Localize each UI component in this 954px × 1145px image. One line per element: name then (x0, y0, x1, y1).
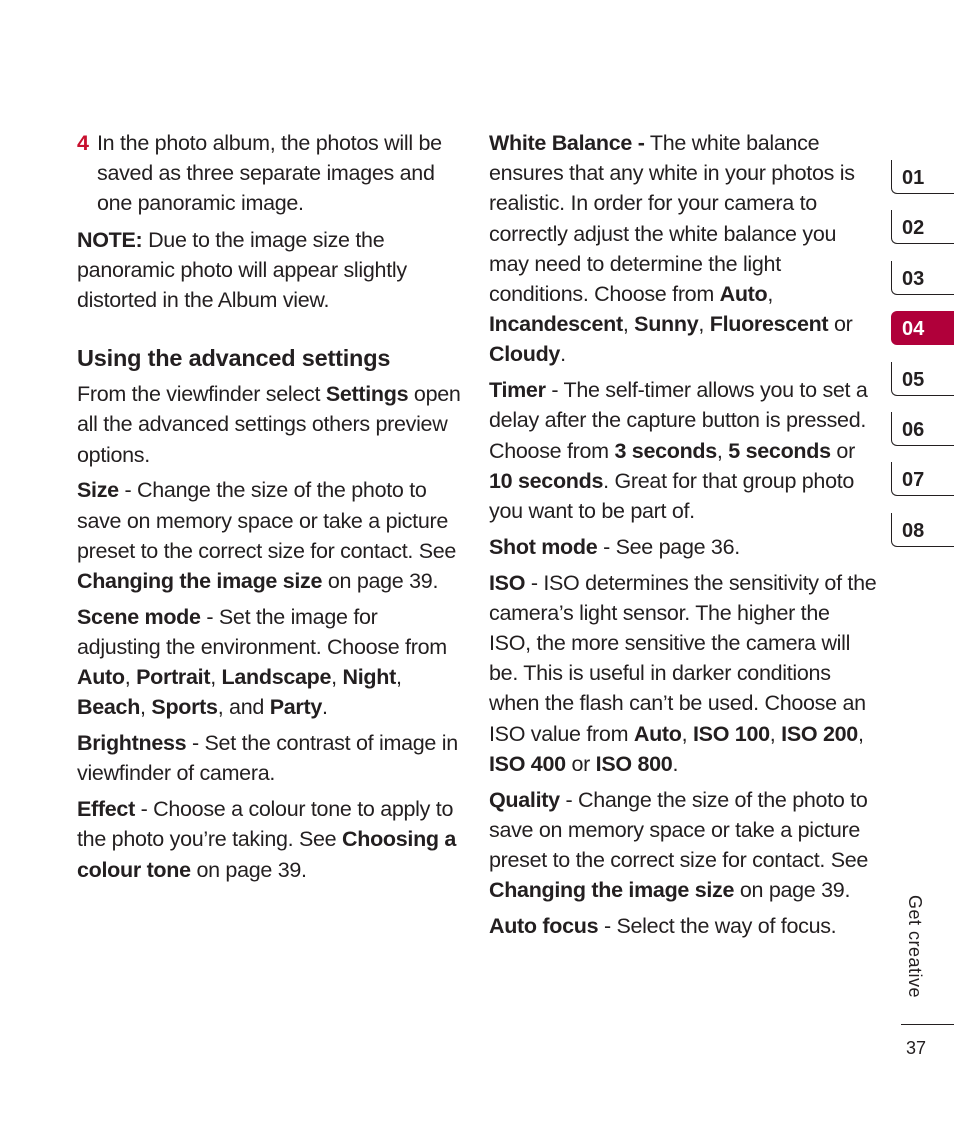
scene-option: Landscape (221, 665, 332, 690)
settings-term: Settings (325, 382, 409, 407)
wb-option: Sunny (634, 312, 699, 337)
section-heading: Using the advanced settings (77, 345, 391, 372)
scene-mode-paragraph (77, 602, 463, 723)
separator: , (698, 312, 710, 337)
chapter-tab-05[interactable] (891, 362, 954, 412)
quality-reference: Changing the image size (489, 878, 735, 903)
timer-option: 10 seconds (489, 468, 604, 493)
iso-text: - ISO determines the sensitivity of the camera’s light sensor. The higher the ISO, the more sensitive the camera will be. This is useful in darker conditions when the flash can’t be used. Choose an ISO value from (489, 570, 877, 746)
quality-text: - Change the size of the photo to save on memory space or take a picture preset to the correct size for contact. See (489, 787, 869, 873)
chapter-tab-04[interactable] (891, 311, 954, 361)
chapter-tab-label: 03 (902, 267, 925, 290)
brightness-term: Brightness (77, 731, 187, 756)
white-balance-paragraph (489, 128, 877, 370)
separator: . (560, 342, 566, 367)
size-reference: Changing the image size (77, 569, 323, 594)
chapter-tabs (891, 160, 954, 563)
scene-option: Auto (77, 665, 125, 690)
chapter-tab-label: 06 (902, 418, 925, 441)
scene-option: Night (342, 665, 396, 690)
chapter-tab-06[interactable] (891, 412, 954, 462)
right-column (489, 128, 877, 947)
step-number: 4 (77, 131, 89, 155)
separator: . (672, 751, 679, 776)
separator: , (395, 665, 402, 690)
section-side-label: Get creative (905, 895, 925, 999)
auto-focus-term: Auto focus (489, 914, 599, 939)
iso-option: ISO 200 (781, 721, 858, 746)
scene-option: Party (269, 695, 322, 720)
size-page-ref: on page 39. (322, 569, 439, 594)
brightness-paragraph (77, 728, 463, 788)
iso-option: ISO 800 (595, 751, 673, 776)
timer-text: - The self-timer allows you to set a delay after the capture button is pressed. Choose from (489, 378, 868, 463)
separator: , (716, 438, 729, 463)
separator: , and (217, 695, 270, 720)
intro-text-end: open all the advanced settings others preview options. (77, 382, 461, 467)
shot-mode-paragraph (489, 532, 877, 562)
effect-paragraph (77, 794, 463, 885)
left-column (77, 128, 463, 890)
quality-paragraph (489, 785, 877, 906)
brightness-text: - Set the contrast of image in viewfinder of camera. (77, 731, 458, 786)
size-text: - Change the size of the photo to save on memory space or take a picture preset to the correct size for contact. See (77, 478, 457, 563)
separator: or (830, 438, 855, 463)
white-balance-text: The white balance ensures that any white in your photos is realistic. In order for your camera to correctly adjust the white balance you may need to determine the light conditions. Choose from (489, 131, 855, 307)
note-paragraph (77, 225, 463, 316)
chapter-tab-01[interactable] (891, 160, 954, 210)
quality-term: Quality (489, 787, 560, 812)
timer-text-end: . Great for that group photo you want to be part of. (489, 468, 855, 524)
step-4 (77, 128, 463, 219)
scene-mode-term: Scene mode (77, 604, 201, 629)
separator: , (769, 721, 782, 746)
timer-term: Timer (489, 378, 546, 403)
note-text: Due to the image size the panoramic photo will appear slightly distorted in the Album view. (77, 227, 407, 313)
iso-option: Auto (633, 721, 682, 746)
chapter-tab-label: 08 (902, 519, 925, 542)
separator: , (140, 695, 152, 720)
wb-option: Incandescent (489, 312, 623, 337)
auto-focus-paragraph (489, 911, 877, 941)
chapter-tab-label: 01 (902, 167, 925, 189)
step-text: In the photo album, the photos will be saved as three separate images and one panoramic image. (97, 131, 442, 216)
separator: , (857, 721, 864, 746)
white-balance-term: White Balance - (489, 131, 645, 155)
shot-mode-term: Shot mode (489, 534, 598, 559)
iso-paragraph (489, 568, 877, 779)
chapter-tab-label: 04 (902, 318, 925, 341)
effect-term: Effect (77, 797, 135, 822)
scene-option: Portrait (136, 665, 211, 690)
wb-option: Cloudy (489, 342, 561, 367)
iso-term: ISO (489, 570, 526, 595)
separator: , (681, 721, 693, 746)
chapter-tab-08[interactable] (891, 513, 954, 563)
scene-mode-text: - Set the image for adjusting the environment. Choose from (77, 604, 447, 660)
effect-reference: Choosing a colour tone (77, 827, 457, 882)
effect-page-ref: on page 39. (190, 857, 307, 882)
intro-paragraph (77, 379, 463, 470)
footer-divider (901, 1024, 954, 1025)
separator: , (210, 665, 222, 690)
chapter-tab-label: 05 (902, 368, 925, 391)
iso-option: ISO 100 (692, 721, 770, 746)
size-term: Size (77, 478, 119, 503)
iso-option: ISO 400 (489, 751, 566, 776)
timer-paragraph (489, 375, 877, 526)
separator: , (124, 665, 137, 690)
chapter-tab-02[interactable] (891, 210, 954, 260)
timer-option: 3 seconds (614, 438, 717, 463)
note-label: NOTE: (77, 227, 143, 252)
page-number: 37 (906, 1038, 927, 1058)
chapter-tab-07[interactable] (891, 462, 954, 512)
scene-option: Sports (151, 695, 218, 720)
separator: or (828, 312, 853, 337)
quality-page-ref: on page 39. (734, 878, 851, 903)
effect-text: - Choose a colour tone to apply to the photo you’re taking. See (77, 797, 454, 852)
wb-option: Fluorescent (709, 312, 829, 337)
intro-text: From the viewfinder select (77, 382, 326, 407)
separator: , (622, 312, 635, 337)
auto-focus-text: - Select the way of focus. (598, 914, 837, 939)
separator: , (767, 282, 774, 307)
separator: or (565, 751, 596, 776)
scene-option: Beach (77, 695, 141, 720)
timer-option: 5 seconds (728, 438, 831, 463)
chapter-tab-label: 02 (902, 217, 925, 240)
size-paragraph (77, 475, 463, 596)
separator: . (322, 695, 328, 720)
separator: , (331, 665, 343, 690)
chapter-tab-03[interactable] (891, 261, 954, 311)
shot-mode-text: - See page 36. (597, 534, 740, 559)
wb-option: Auto (719, 282, 768, 307)
chapter-tab-label: 07 (902, 469, 925, 492)
